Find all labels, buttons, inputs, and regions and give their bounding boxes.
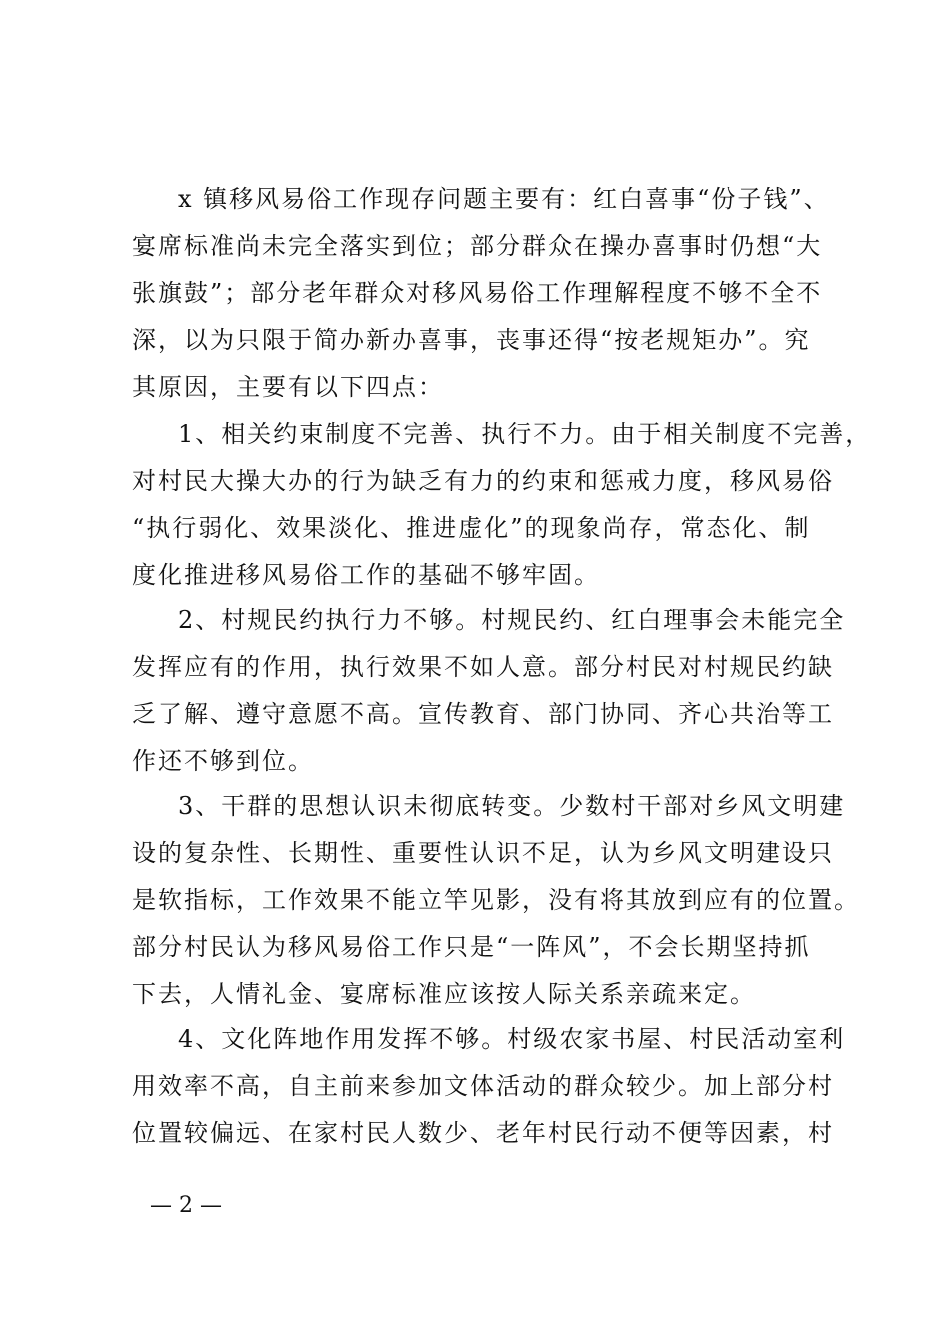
paragraph-1-line-2: 宴席标准尚未完全落实到位；部分群众在操办喜事时仍想“大: [132, 232, 823, 260]
paragraph-5-line-1: 4、文化阵地作用发挥不够。村级农家书屋、村民活动室利: [178, 1025, 846, 1053]
paragraph-4-line-4: 部分村民认为移风易俗工作只是“一阵风”，不会长期坚持抓: [132, 933, 811, 961]
paragraph-3-line-1: 2、村规民约执行力不够。村规民约、红白理事会未能完全: [178, 606, 846, 634]
paragraph-4-line-5: 下去，人情礼金、宴席标准应该按人际关系亲疏来定。: [132, 980, 756, 1008]
paragraph-3-line-4: 作还不够到位。: [132, 747, 314, 775]
paragraph-5-line-2: 用效率不高，自主前来参加文体活动的群众较少。加上部分村: [132, 1072, 834, 1100]
paragraph-2-line-2: 对村民大操大办的行为缺乏有力的约束和惩戒力度，移风易俗: [132, 467, 834, 495]
paragraph-2-line-4: 度化推进移风易俗工作的基础不够牢固。: [132, 561, 600, 589]
paragraph-2-line-1: 1、相关约束制度不完善、执行不力。由于相关制度不完善，: [178, 420, 872, 448]
paragraph-1-line-1: x 镇移风易俗工作现存问题主要有：红白喜事“份子钱”、: [178, 185, 830, 213]
paragraph-3-line-2: 发挥应有的作用，执行效果不如人意。部分村民对村规民约缺: [132, 653, 834, 681]
paragraph-1-line-4: 深，以为只限于简办新办喜事，丧事还得“按老规矩办”。究: [132, 326, 811, 354]
paragraph-4-line-2: 设的复杂性、长期性、重要性认识不足，认为乡风文明建设只: [132, 839, 834, 867]
paragraph-2-line-3: “执行弱化、效果淡化、推进虚化”的现象尚存，常态化、制: [132, 514, 811, 542]
paragraph-4-line-1: 3、干群的思想认识未彻底转变。少数村干部对乡风文明建: [178, 792, 846, 820]
paragraph-4-line-3: 是软指标，工作效果不能立竿见影，没有将其放到应有的位置。: [132, 886, 860, 914]
page-number: — 2 —: [150, 1193, 222, 1218]
paragraph-1-line-3: 张旗鼓”；部分老年群众对移风易俗工作理解程度不够不全不: [132, 279, 823, 307]
paragraph-5-line-3: 位置较偏远、在家村民人数少、老年村民行动不便等因素，村: [132, 1119, 834, 1147]
paragraph-3-line-3: 乏了解、遵守意愿不高。宣传教育、部门协同、齐心共治等工: [132, 700, 834, 728]
paragraph-1-line-5: 其原因，主要有以下四点：: [132, 373, 444, 401]
